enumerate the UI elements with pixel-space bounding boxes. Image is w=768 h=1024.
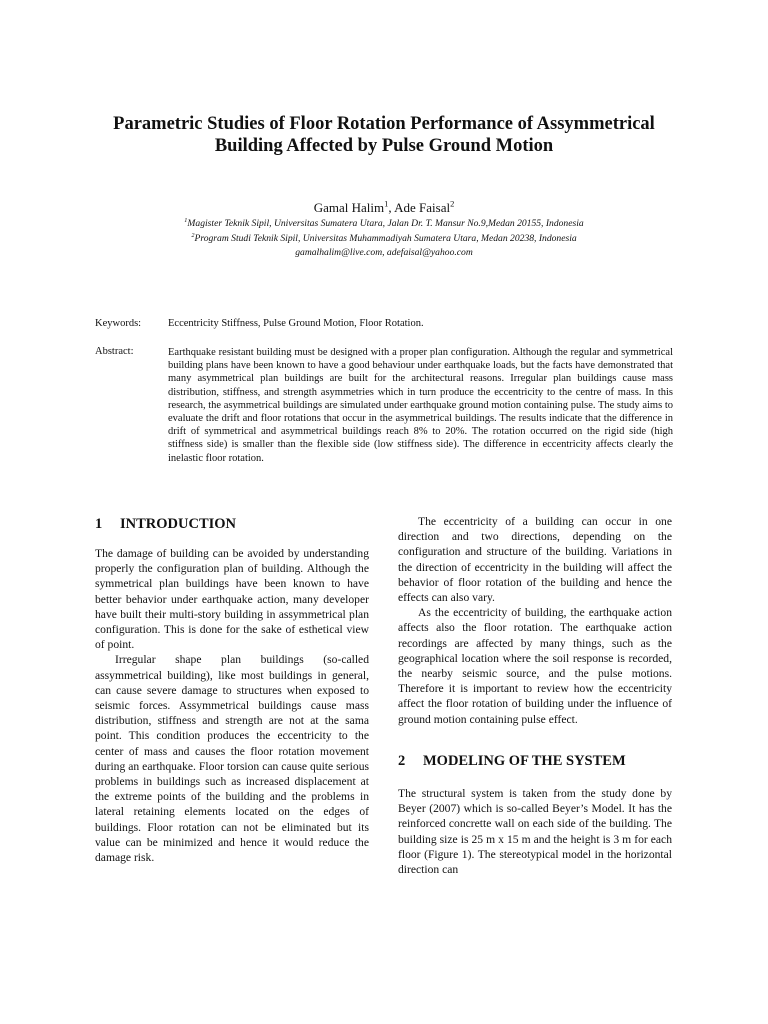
- body-column-left: [95, 546, 369, 865]
- abstract-label: Abstract:: [95, 346, 134, 357]
- body-column-right-lower: [398, 786, 672, 877]
- author-separator: ,: [388, 200, 395, 215]
- affiliation-text: Magister Teknik Sipil, Universitas Sumatera Utara, Jalan Dr. T. Mansur No.9,Medan 20155, Indonesia: [187, 218, 584, 229]
- keywords-label: Keywords:: [95, 318, 142, 329]
- author-name: Ade Faisal: [394, 200, 451, 215]
- author-affiliation-mark: 2: [450, 198, 455, 209]
- author-emails: gamalhalim@live.com, adefaisal@yahoo.com: [295, 247, 473, 258]
- affiliation-mark: 1: [184, 216, 188, 224]
- body-paragraph: The eccentricity of a building can occur in one direction and two directions, depending on the configuration and structure of the building. Variations in the direction of eccentricity in the building will affect the behavior of floor rotation of the building and hence the effects can also vary.: [398, 515, 672, 605]
- section-heading-modeling: [398, 753, 626, 770]
- affiliation: [0, 218, 768, 230]
- author-list: [0, 200, 768, 216]
- author-name: Gamal Halim: [313, 200, 385, 215]
- abstract-text: Earthquake resistant building must be designed with a proper plan configuration. Although the regular and symmetrical building plans have been known to have a good behaviour under earthquake loads, but the facts have demonstrated that many asymmetrical plan buildings are built for the architectural reasons. Irregular plan buildings cause mass distribution, stiffness, and strength asymmetries which in turn produce the eccentricity to the centre of mass. In this research, the asymmetrical buildings are simulated under earthquake ground motion containing pulse. The study aims to evaluate the drift and floor rotations that occur in the asymmetrical buildings. The results indicate that the difference in drift of symmetrical and asymmetrical buildings reach 8% to 20%. The rotation occurred on the rigid side (high stiffness side) is smaller than the flexible side (low stiffness side). The difference in eccentricity affects clearly the inelastic floor rotation.: [168, 347, 673, 464]
- section-heading-introduction: [95, 516, 236, 533]
- author-affiliation-mark: 1: [384, 198, 389, 209]
- section-title: INTRODUCTION: [120, 516, 237, 532]
- paper-title: Parametric Studies of Floor Rotation Performance of Assymmetrical Building Affected by Pulse Ground Motion: [113, 114, 655, 156]
- body-column-right: [398, 514, 672, 727]
- section-number: 1: [95, 516, 103, 532]
- body-paragraph: The structural system is taken from the study done by Beyer (2007) which is so-called Beyer’s Model. It has the reinforced concrette wall on each side of the building. The building size is 25 m x 15 m and the height is 3 m for each floor (Figure 1). The stereotypical model in the horizontal direction can: [398, 787, 672, 877]
- section-title: MODELING OF THE SYSTEM: [423, 753, 626, 769]
- affiliation-text: Program Studi Teknik Sipil, Universitas Muhammadiyah Sumatera Utara, Medan 20238, Indonesia: [194, 233, 577, 244]
- body-paragraph: As the eccentricity of building, the earthquake action affects also the floor rotation. The earthquake action recordings are affected by many things, such as the geographical location where the soil response is recorded, the nearby seismic source, and the pulse motions. Therefore it is important to review how the eccentricity affect the floor rotation of building under the influence of ground motion containing pulse effect.: [398, 606, 672, 726]
- section-number: 2: [398, 753, 406, 769]
- body-paragraph: The damage of building can be avoided by understanding properly the configuration plan of building. Although the symmetrical plan buildings have been known to have better behavior under earthquake action, many developer have built their multi-story building in assymmetrical plan configuration. This is done for the sake of esthetical view of point.: [95, 547, 369, 652]
- affiliation: [0, 233, 768, 245]
- body-paragraph: Irregular shape plan buildings (so-called assymmetrical building), like most buildings in general, can cause severe damage to structures when exposed to seismic forces. Assymmetrical buildings cause mass distribution, stiffness and strength are not at the sama point. This condition produces the eccentricity to the center of mass and causes the floor rotation movement during an earthquake. Floor torsion can cause quite serious problems in buildings such as increased displacement at the extreme points of the building and the problems in lateral retaining elements located on the edges of buildings. Floor rotation can not be eliminated but its value can be minimized and hence it would reduce the damage risk.: [95, 653, 369, 865]
- affiliation-mark: 2: [191, 231, 195, 239]
- keywords-text: Eccentricity Stiffness, Pulse Ground Motion, Floor Rotation.: [168, 318, 424, 329]
